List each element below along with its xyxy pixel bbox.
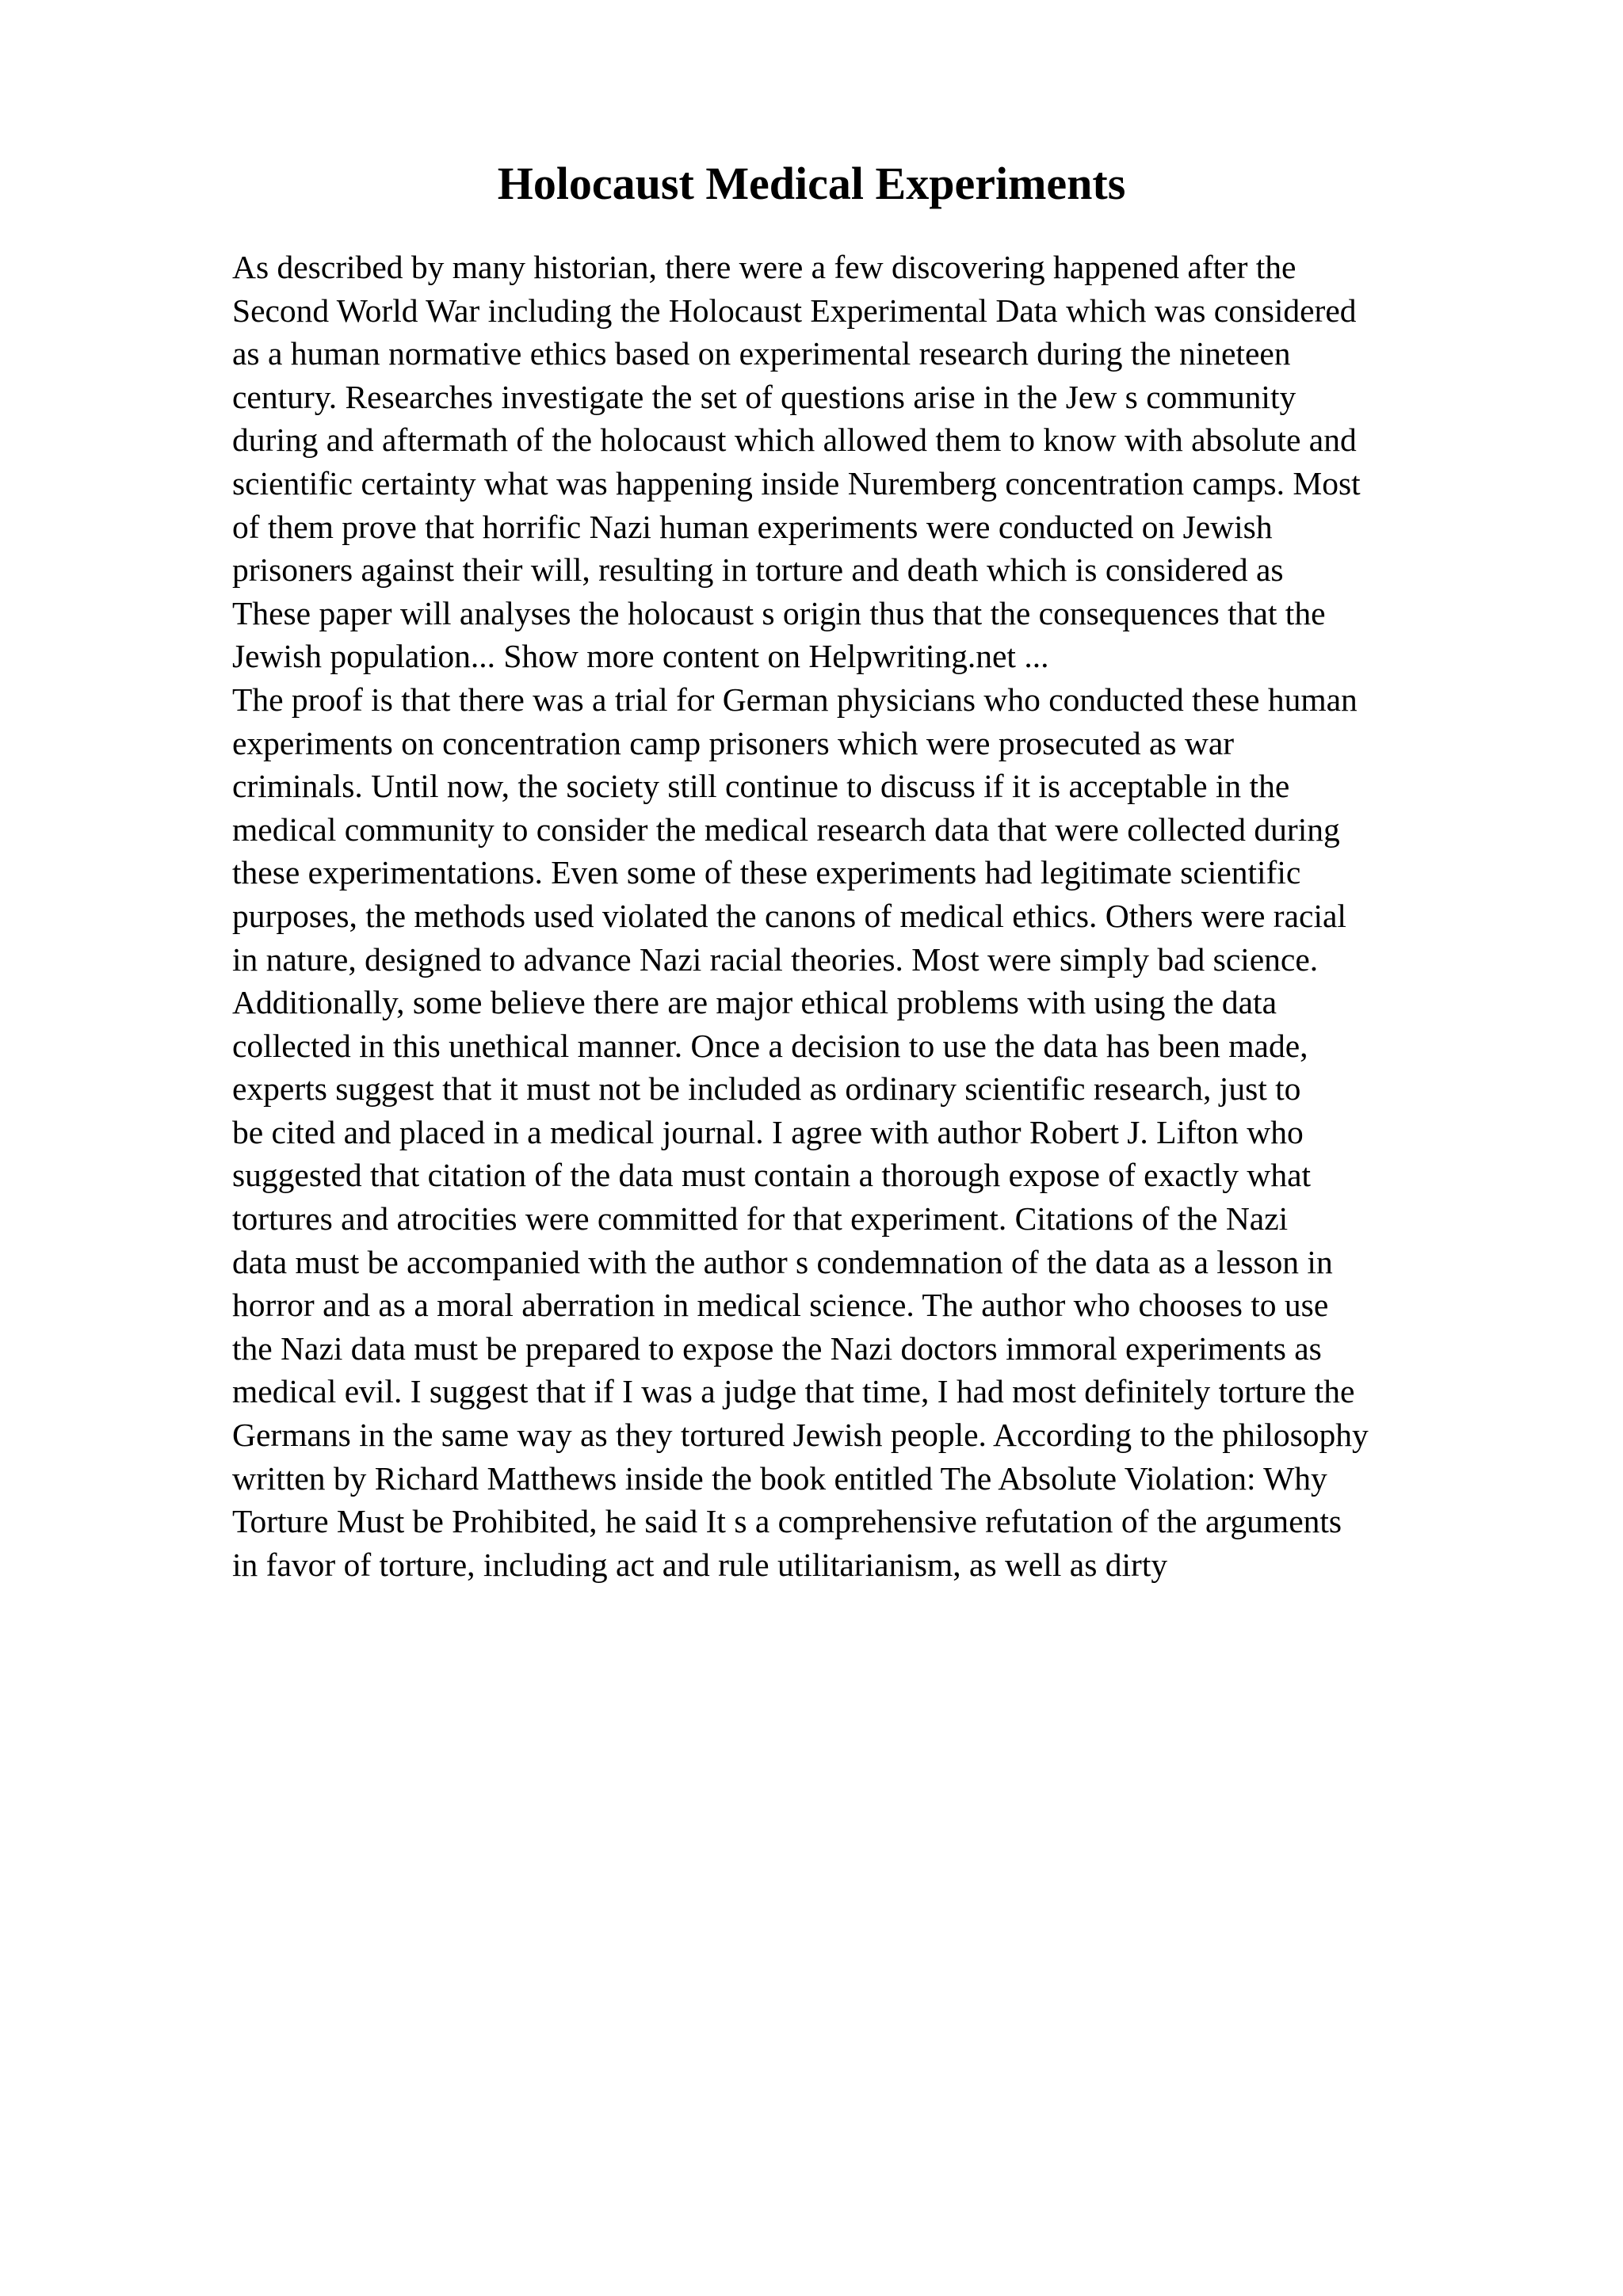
text-line: As described by many historian, there were a few discovering happened after the (232, 249, 1296, 285)
text-line: medical evil. I suggest that if I was a judge that time, I had most definitely torture the (232, 1373, 1355, 1410)
text-line: tortures and atrocities were committed for that experiment. Citations of the Nazi (232, 1200, 1289, 1238)
text-line-show-more: Jewish population... Show more content on Helpwriting.net ... (232, 638, 1049, 675)
text-line: These paper will analyses the holocaust s origin thus that the consequences that the (232, 594, 1326, 631)
text-line: during and aftermath of the holocaust which allowed them to know with absolute and (232, 421, 1357, 459)
text-line: Torture Must be Prohibited, he said It s a comprehensive refutation of the arguments (232, 1503, 1342, 1540)
text-line: prisoners against their will, resulting in torture and death which is considered as (232, 551, 1284, 589)
text-line: medical community to consider the medical research data that were collected during (232, 810, 1340, 848)
text-line: written by Richard Matthews inside the book entitled The Absolute Violation: Why (232, 1459, 1327, 1497)
text-line: these experimentations. Even some of these experiments had legitimate scientific (232, 854, 1301, 891)
text-line: The proof is that there was a trial for German physicians who conducted these human (232, 681, 1358, 718)
text-line: purposes, the methods used violated the canons of medical ethics. Others were racial (232, 897, 1346, 934)
text-line: criminals. Until now, the society still continue to discuss if it is acceptable in the (232, 768, 1290, 805)
document-body (232, 246, 1623, 1586)
text-line: the Nazi data must be prepared to expose the Nazi doctors immoral experiments as (232, 1329, 1322, 1367)
document-title: Holocaust Medical Experiments (497, 158, 1126, 209)
text-line: collected in this unethical manner. Once a decision to use the data has been made, (232, 1027, 1308, 1064)
text-line: Additionally, some believe there are major ethical problems with using the data (232, 984, 1277, 1021)
text-line: in favor of torture, including act and rule utilitarianism, as well as dirty (232, 1546, 1168, 1583)
text-line: century. Researches investigate the set of questions arise in the Jew s community (232, 378, 1296, 415)
text-line: experts suggest that it must not be included as ordinary scientific research, just to (232, 1070, 1301, 1108)
text-line: data must be accompanied with the author s condemnation of the data as a lesson in (232, 1243, 1333, 1280)
text-line: in nature, designed to advance Nazi racial theories. Most were simply bad science. (232, 940, 1319, 978)
text-line: Second World War including the Holocaust Experimental Data which was considered (232, 292, 1357, 329)
text-line: suggested that citation of the data must contain a thorough expose of exactly what (232, 1157, 1312, 1194)
text-line: experiments on concentration camp prisoners which were prosecuted as war (232, 724, 1235, 761)
text-line: as a human normative ethics based on experimental research during the nineteen (232, 335, 1291, 372)
text-line: scientific certainty what was happening inside Nuremberg concentration camps. Most (232, 464, 1361, 502)
text-line: horror and as a moral aberration in medical science. The author who chooses to use (232, 1287, 1329, 1324)
text-line: of them prove that horrific Nazi human experiments were conducted on Jewish (232, 508, 1273, 545)
text-line: Germans in the same way as they tortured Jewish people. According to the philosophy (232, 1417, 1369, 1454)
text-line: be cited and placed in a medical journal. I agree with author Robert J. Lifton who (232, 1113, 1304, 1150)
